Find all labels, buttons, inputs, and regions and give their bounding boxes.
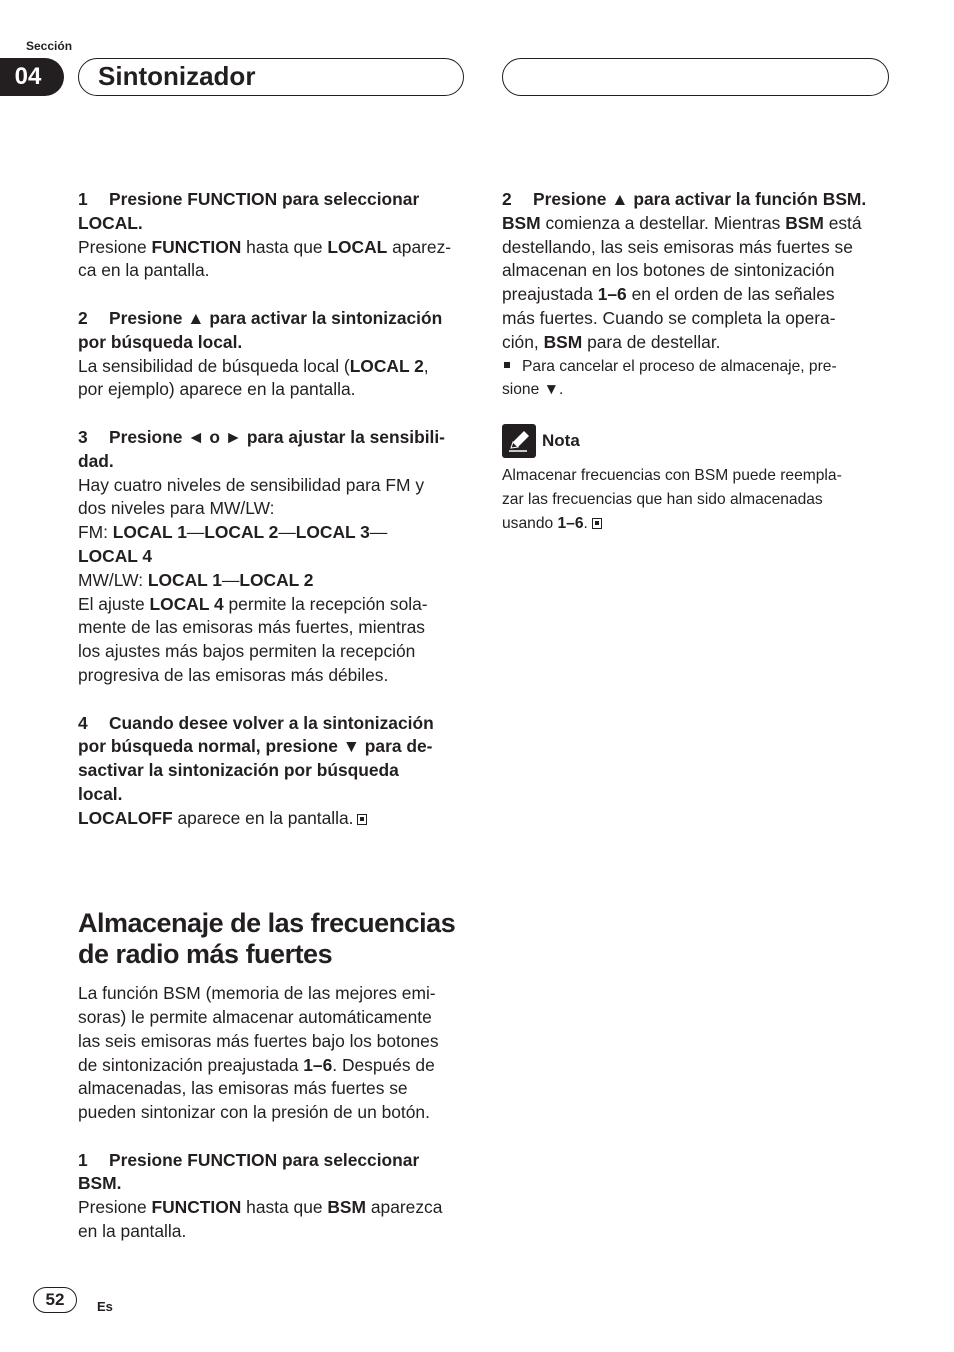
step-4-title-cont: sactivar la sintonización por búsqueda (78, 760, 399, 781)
step-3-body-line: progresiva de las emisoras más débiles. (78, 664, 389, 685)
note-line: usando 1–6. (502, 512, 890, 536)
step-3-body-line: El ajuste LOCAL 4 permite la recepción sola- (78, 593, 428, 614)
note-line: Almacenar frecuencias con BSM puede reempla- (502, 467, 842, 485)
step-1-title-cont: LOCAL. (78, 212, 143, 233)
left-column (78, 188, 466, 1244)
step-3-body-line: mente de las emisoras más fuertes, mientras (78, 617, 425, 638)
step-4-title: 4 Cuando desee volver a la sintonización (78, 712, 434, 733)
step-2-title-cont: por búsqueda local. (78, 331, 243, 352)
section-label: Sección (26, 39, 73, 53)
intro-line: almacenadas, las emisoras más fuertes se (78, 1078, 408, 1099)
step-2-title: 2 Presione ▲ para activar la sintonización (78, 307, 443, 328)
page-number: 52 (33, 1287, 77, 1313)
bsm-step-1-body: Presione FUNCTION hasta que BSM aparezca (78, 1197, 443, 1218)
section-heading: Almacenaje de las frecuencias (78, 908, 456, 939)
language-code: Es (97, 1299, 113, 1314)
step-2-body: La sensibilidad de búsqueda local (LOCAL 2, (78, 355, 429, 376)
note-line: zar las frecuencias que han sido almacenadas (502, 490, 823, 508)
bsm-step-1-title: 1 Presione FUNCTION para seleccionar (78, 1149, 420, 1170)
bsm-step-1-body-cont: en la pantalla. (78, 1221, 187, 1242)
intro-line: pueden sintonizar con la presión de un botón. (78, 1102, 430, 1123)
step-4-body: LOCALOFF aparece en la pantalla. (78, 807, 466, 831)
bsm-step-1-title-cont: BSM. (78, 1173, 122, 1194)
step-1-title: 1 Presione FUNCTION para seleccionar (78, 189, 420, 209)
step-3-title-cont: dad. (78, 450, 114, 471)
step-3-body-line: los ajustes más bajos permiten la recepción (78, 641, 416, 662)
bsm-step-2-body: más fuertes. Cuando se completa la opera- (502, 307, 836, 328)
step-3-body-line: Hay cuatro niveles de sensibilidad para FM y (78, 474, 425, 495)
intro-line: soras) le permite almacenar automáticamente (78, 1006, 432, 1027)
end-mark-icon (592, 518, 602, 529)
mwlw-levels: MW/LW: LOCAL 1—LOCAL 2 (78, 569, 314, 590)
bsm-step-2-body: ción, BSM para de destellar. (502, 331, 721, 352)
section-heading-cont: de radio más fuertes (78, 939, 333, 970)
section-title: Sintonizador (98, 61, 256, 91)
intro-line: las seis emisoras más fuertes bajo los botones (78, 1030, 439, 1051)
header-empty-frame (502, 58, 889, 96)
cancel-bullet: Para cancelar el proceso de almacenaje, pre- (502, 355, 890, 379)
section-number-badge: 04 (0, 58, 64, 96)
note-pencil-icon (502, 424, 536, 458)
bsm-step-2-body: almacenan en los botones de sintonización (502, 260, 835, 281)
note-label: Nota (542, 431, 580, 451)
bullet-icon (504, 362, 510, 368)
step-1-body: Presione FUNCTION hasta que LOCAL aparez- (78, 236, 452, 257)
bsm-step-2-body: BSM comienza a destellar. Mientras BSM está (502, 212, 862, 233)
fm-levels: FM: LOCAL 1—LOCAL 2—LOCAL 3— (78, 522, 388, 543)
step-4-title-cont: local. (78, 783, 123, 804)
right-column (502, 188, 890, 536)
bsm-step-2-body: destellando, las seis emisoras más fuertes se (502, 236, 853, 257)
step-2-body-cont: por ejemplo) aparece en la pantalla. (78, 379, 356, 400)
intro-line: La función BSM (memoria de las mejores emi- (78, 983, 436, 1004)
note-header (502, 424, 890, 458)
step-3-title: 3 Presione ◄ o ► para ajustar la sensibili- (78, 426, 445, 447)
fm-levels-cont: LOCAL 4 (78, 545, 153, 566)
end-mark-icon (357, 814, 367, 825)
cancel-bullet-cont: sione ▼. (502, 381, 564, 399)
bsm-step-2-title: 2 Presione ▲ para activar la función BSM. (502, 189, 867, 209)
bsm-step-2-body: preajustada 1–6 en el orden de las señales (502, 284, 835, 305)
intro-line: de sintonización preajustada 1–6. Después de (78, 1054, 435, 1075)
step-3-body-line: dos niveles para MW/LW: (78, 498, 275, 519)
step-1-body-cont: ca en la pantalla. (78, 260, 210, 281)
step-4-title-cont: por búsqueda normal, presione ▼ para de- (78, 736, 433, 757)
